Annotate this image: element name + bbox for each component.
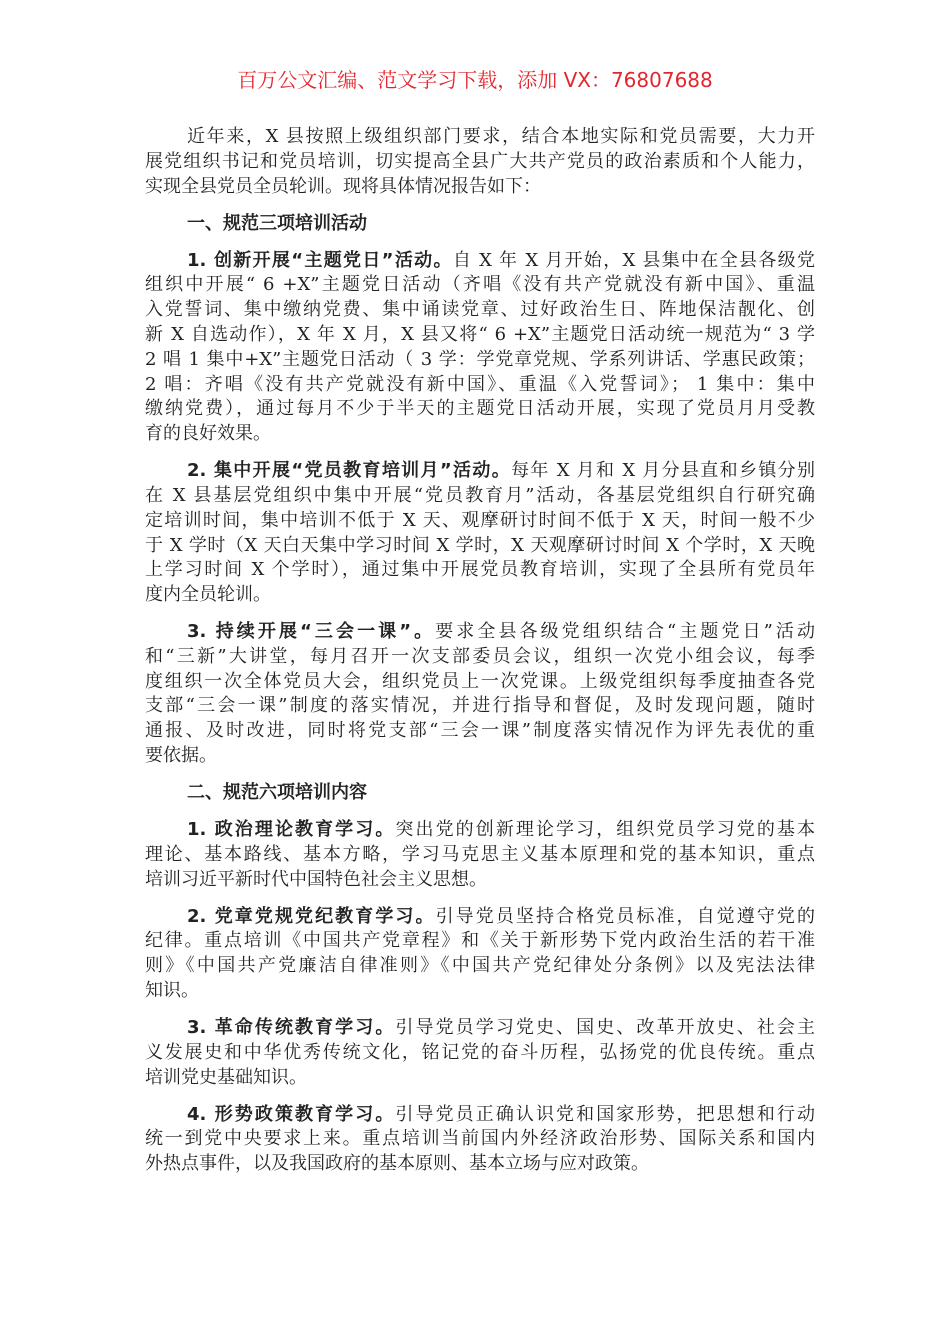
line-text: 通报、及时改进，同时将党支部“三会一课”制度落实情况作为评先表优的重 [145,720,815,742]
text-line [145,509,815,534]
text-line [145,905,815,930]
text-line [145,744,815,769]
line-text: 育的良好效果。 [145,423,271,445]
text-line [145,929,815,954]
text-line [145,558,815,583]
text-line [145,781,815,806]
item-lead: 1. 创新开展“主题党日”活动。 [187,249,453,271]
line-text: 引导党员正确认识党和国家形势，把思想和行动 [395,1103,815,1125]
section-heading [145,212,815,237]
line-text: 要依据。 [145,745,217,767]
line-text: 度组织一次全体党员大会，组织党员上一次党课。上级党组织每季度抽查各党 [145,670,815,692]
paragraph [145,249,815,447]
line-text: 自 X 年 X 月开始，X 县集中在全县各级党 [452,249,815,271]
text-line [145,1041,815,1066]
text-line [145,1016,815,1041]
line-text: 在 X 县基层党组织中集中开展“党员教育月”活动，各基层党组织自行研究确 [145,484,815,506]
line-text: 突出党的创新理论学习，组织党员学习党的基本 [395,819,815,841]
line-text: 实现全县党员全员轮训。现将具体情况报告如下： [145,175,541,197]
line-text: 和“三新”大讲堂，每月召开一次支部委员会议，组织一次党小组会议，每季 [145,645,815,667]
section-heading [145,781,815,806]
text-line [145,1127,815,1152]
text-line [145,1103,815,1128]
paragraph [145,459,815,608]
line-text: 支部“三会一课”制度的落实情况，并进行指导和督促，及时发现问题，随时 [145,695,815,717]
text-line [145,670,815,695]
line-text: 组织中开展“ 6 +X”主题党日活动（齐唱《没有共产党就没有新中国》、重温 [145,274,815,296]
line-text: 近年来，X 县按照上级组织部门要求，结合本地实际和党员需要，大力开 [187,126,815,147]
item-lead: 4. 形势政策教育学习。 [187,1103,396,1125]
item-lead: 1. 政治理论教育学习。 [187,819,396,841]
text-line [145,979,815,1004]
line-text: 每年 X 月和 X 月分县直和乡镇分别 [511,460,815,482]
paragraph [145,1103,815,1177]
text-line [145,534,815,559]
line-text: 一、规范三项培训活动 [187,212,367,234]
item-lead: 3. 持续开展“三会一课”。 [187,621,436,643]
text-line [145,348,815,373]
text-line [145,1066,815,1091]
line-text: 培训习近平新时代中国特色社会主义思想。 [145,868,487,890]
item-lead: 2. 集中开展“党员教育培训月”活动。 [187,460,512,482]
line-text: 义发展史和中华优秀传统文化，铭记党的奋斗历程，弘扬党的优良传统。重点 [145,1041,815,1063]
text-line [145,868,815,893]
text-line [145,273,815,298]
line-text: 要求全县各级党组织结合“主题党日”活动 [435,621,815,643]
text-line [145,298,815,323]
text-line [145,484,815,509]
line-text: 度内全员轮训。 [145,584,271,606]
line-text: 新 X 自选动作），X 年 X 月，X 县又将“ 6 +X”主题党日活动统一规范为“ 3 学 [145,323,815,345]
text-line [145,150,815,175]
line-text: 入党誓词、集中缴纳党费、集中诵读党章、过好政治生日、阵地保洁靓化、创 [145,299,815,321]
line-text: 二、规范六项培训内容 [187,782,367,804]
text-line [145,694,815,719]
paragraph [145,905,815,1004]
line-text: 2 唱 1 集中+X”主题党日活动（ 3 学：学党章党规、学系列讲话、学惠民政策； [145,348,815,370]
line-text: 外热点事件，以及我国政府的基本原则、基本立场与应对政策。 [145,1153,649,1175]
line-text: 上学习时间 X 个学时），通过集中开展党员教育培训，实现了全县所有党员年 [145,559,815,581]
text-line [145,583,815,608]
text-line [145,212,815,237]
text-line [145,620,815,645]
text-line [145,645,815,670]
line-text: 培训党史基础知识。 [145,1066,307,1088]
text-line [145,249,815,274]
line-text: 定培训时间，集中培训不低于 X 天、观摩研讨时间不低于 X 天，时间一般不少 [145,509,815,531]
text-line [145,125,815,150]
text-line [145,323,815,348]
line-text: 统一到党中央要求上来。重点培训当前国内外经济政治形势、国际关系和国内 [145,1128,815,1150]
text-line [145,818,815,843]
line-text: 理论、基本路线、基本方略，学习马克思主义基本原理和党的基本知识，重点 [145,843,815,865]
text-line [145,459,815,484]
line-text: 知识。 [145,980,199,1002]
line-text: 引导党员坚持合格党员标准，自觉遵守党的 [435,905,815,927]
text-line [145,397,815,422]
paragraph [145,620,815,769]
line-text: 缴纳党费），通过每月不少于半天的主题党日活动开展，实现了党员月月受教 [145,398,815,420]
text-line [145,843,815,868]
line-text: 则》《中国共产党廉洁自律准则》《中国共产党纪律处分条例》以及宪法法律 [145,955,815,977]
text-line [145,175,815,200]
line-text: 纪律。重点培训《中国共产党章程》和《关于新形势下党内政治生活的若干准 [145,930,815,952]
line-text: 引导党员学习党史、国史、改革开放史、社会主 [395,1017,815,1038]
line-text: 展党组织书记和党员培训，切实提高全县广大共产党员的政治素质和个人能力， [145,150,815,172]
document-body [145,125,815,1189]
item-lead: 3. 革命传统教育学习。 [187,1017,396,1038]
paragraph [145,125,815,199]
text-line [145,373,815,398]
line-text: 于 X 学时（X 天白天集中学习时间 X 学时，X 天观摩研讨时间 X 个学时，X 天晚 [145,534,815,556]
text-line [145,719,815,744]
paragraph [145,1016,815,1090]
watermark-banner: 百万公文汇编、范文学习下载，添加 VX：76807688 [237,68,713,92]
line-text: 2 唱：齐唱《没有共产党就没有新中国》、重温《入党誓词》； 1 集中：集中 [145,373,815,395]
item-lead: 2. 党章党规党纪教育学习。 [187,905,436,927]
text-line [145,954,815,979]
text-line [145,422,815,447]
text-line [145,1152,815,1177]
paragraph [145,818,815,892]
